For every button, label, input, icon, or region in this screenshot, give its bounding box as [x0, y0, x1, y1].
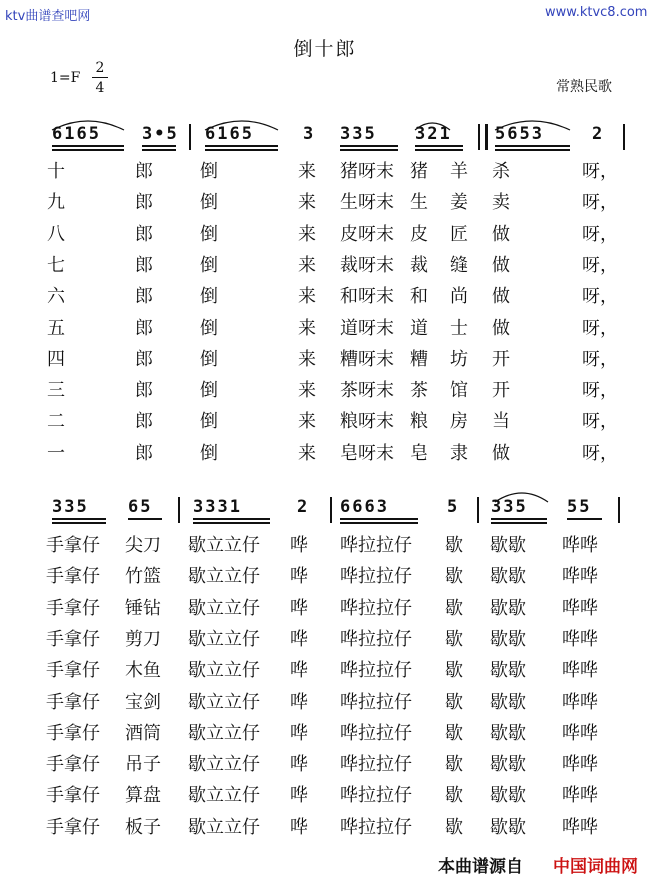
lyric-syllable: 呀， [582, 223, 618, 245]
beam-underline [491, 518, 547, 520]
key-signature: 1=F [50, 70, 81, 86]
lyric-syllable: 哗哗 [562, 816, 598, 838]
lyric-syllable: 四 [47, 348, 65, 370]
barline [178, 497, 180, 523]
note-group: 3•5 [142, 124, 179, 144]
lyric-syllable: 道 [410, 317, 428, 339]
lyric-syllable: 哗 [290, 566, 308, 588]
lyric-syllable: 郎 [135, 161, 153, 182]
lyric-syllable: 歇立立仔 [188, 691, 260, 713]
lyric-syllable: 倒 [200, 348, 218, 370]
lyric-syllable: 歇歇 [490, 628, 526, 650]
lyric-syllable: 哗哗 [562, 535, 598, 556]
lyric-syllable: 歇歇 [490, 691, 526, 713]
lyric-syllable: 倒 [200, 442, 218, 464]
lyric-syllable: 呀， [582, 161, 618, 182]
lyric-syllable: 糟呀末 [340, 348, 394, 370]
lyric-syllable: 茶呀末 [340, 380, 394, 402]
lyric-syllable: 手拿仔 [46, 785, 100, 807]
lyric-syllable: 六 [47, 286, 65, 308]
lyric-syllable: 手拿仔 [46, 660, 100, 682]
lyric-syllable: 歇立立仔 [188, 722, 260, 744]
lyric-syllable: 歇歇 [490, 566, 526, 588]
lyric-syllable: 哗拉拉仔 [340, 785, 412, 807]
lyric-syllable: 士 [450, 317, 468, 339]
lyric-syllable: 馆 [450, 380, 468, 402]
lyric-syllable: 皂 [410, 442, 428, 464]
beam-underline [340, 522, 418, 524]
lyric-syllable: 哗哗 [562, 566, 598, 588]
lyric-syllable: 羊 [450, 161, 468, 182]
lyric-syllable: 哗拉拉仔 [340, 816, 412, 838]
lyric-syllable: 呀， [582, 286, 618, 308]
lyric-syllable: 哗 [290, 816, 308, 838]
lyric-syllable: 倒 [200, 380, 218, 402]
lyric-syllable: 皮呀末 [340, 223, 394, 245]
lyric-syllable: 倒 [200, 192, 218, 214]
lyric-syllable: 歇立立仔 [188, 785, 260, 807]
lyric-syllable: 呀， [582, 380, 618, 402]
note-group: 335 [491, 497, 528, 517]
lyric-syllable: 歇立立仔 [188, 660, 260, 682]
source-label: 本曲谱源自 [438, 857, 523, 877]
lyric-syllable: 哗哗 [562, 660, 598, 682]
lyric-syllable: 歇立立仔 [188, 754, 260, 776]
lyric-syllable: 尖刀 [125, 535, 161, 556]
lyric-syllable: 郎 [135, 348, 153, 370]
genre-label: 常熟民歌 [556, 79, 612, 95]
lyric-syllable: 锤钻 [125, 597, 161, 619]
barline [330, 497, 332, 523]
lyric-syllable: 粮呀末 [340, 411, 394, 433]
lyric-syllable: 做 [492, 317, 510, 339]
lyric-syllable: 呀， [582, 348, 618, 370]
lyric-syllable: 来 [298, 317, 316, 339]
lyric-syllable: 二 [47, 411, 65, 433]
lyric-syllable: 哗 [290, 722, 308, 744]
beam-underline [340, 518, 418, 520]
meter-bottom: 4 [95, 80, 105, 96]
lyric-syllable: 做 [492, 286, 510, 308]
lyric-syllable: 来 [298, 411, 316, 433]
lyric-syllable: 做 [492, 442, 510, 464]
lyric-syllable: 缝 [450, 254, 468, 276]
lyric-syllable: 三 [47, 380, 65, 402]
lyric-syllable: 七 [47, 254, 65, 276]
lyric-syllable: 哗 [290, 660, 308, 682]
lyric-syllable: 哗 [290, 535, 308, 556]
lyric-syllable: 九 [47, 192, 65, 214]
lyric-syllable: 郎 [135, 442, 153, 464]
lyric-syllable: 哗拉拉仔 [340, 566, 412, 588]
lyric-syllable: 呀， [582, 192, 618, 214]
lyric-syllable: 手拿仔 [46, 535, 100, 556]
watermark-right: www.ktvc8.com [545, 5, 648, 20]
watermark-left: ktv曲谱查吧网 [5, 9, 91, 24]
lyric-syllable: 吊子 [125, 754, 161, 776]
lyric-syllable: 板子 [125, 816, 161, 838]
note-group: 6165 [52, 124, 101, 144]
note-group: 6165 [205, 124, 254, 144]
lyric-syllable: 哗哗 [562, 628, 598, 650]
lyric-syllable: 卖 [492, 192, 510, 214]
beam-underline [52, 522, 106, 524]
lyric-syllable: 猪呀末 [340, 161, 394, 182]
lyric-syllable: 房 [450, 411, 468, 433]
barline [477, 497, 479, 523]
meter-top: 2 [95, 60, 105, 76]
lyric-syllable: 手拿仔 [46, 597, 100, 619]
lyric-syllable: 歇 [445, 816, 463, 838]
beam-underline [193, 518, 270, 520]
lyric-syllable: 歇 [445, 754, 463, 776]
beam-underline [52, 518, 106, 520]
note-group: 65 [128, 497, 153, 517]
lyric-syllable: 哗拉拉仔 [340, 691, 412, 713]
lyric-syllable: 哗 [290, 754, 308, 776]
lyric-syllable: 手拿仔 [46, 754, 100, 776]
lyric-syllable: 歇 [445, 691, 463, 713]
lyric-syllable: 歇 [445, 566, 463, 588]
beam-underline [193, 522, 270, 524]
lyric-syllable: 哗哗 [562, 754, 598, 776]
lyric-syllable: 哗哗 [562, 722, 598, 744]
lyric-syllable: 哗拉拉仔 [340, 628, 412, 650]
note-group: 321 [415, 124, 452, 144]
lyric-syllable: 哗 [290, 628, 308, 650]
lyric-syllable: 手拿仔 [46, 816, 100, 838]
lyric-syllable: 歇 [445, 785, 463, 807]
lyric-syllable: 歇歇 [490, 785, 526, 807]
lyric-syllable: 生 [410, 192, 428, 214]
lyric-syllable: 歇歇 [490, 722, 526, 744]
source-site: 中国词曲网 [553, 857, 638, 877]
lyric-syllable: 歇 [445, 535, 463, 556]
lyric-syllable: 来 [298, 254, 316, 276]
lyric-syllable: 尚 [450, 286, 468, 308]
lyric-syllable: 来 [298, 442, 316, 464]
lyric-syllable: 呀， [582, 254, 618, 276]
lyric-syllable: 哗拉拉仔 [340, 754, 412, 776]
lyric-syllable: 歇立立仔 [188, 566, 260, 588]
barline [618, 497, 620, 523]
lyric-syllable: 做 [492, 254, 510, 276]
lyric-syllable: 歇歇 [490, 535, 526, 556]
lyric-syllable: 来 [298, 380, 316, 402]
lyric-syllable: 和 [410, 286, 428, 308]
lyric-syllable: 杀 [492, 161, 510, 182]
lyric-syllable: 当 [492, 411, 510, 433]
note-group: 2 [592, 124, 605, 144]
lyric-syllable: 做 [492, 223, 510, 245]
lyric-syllable: 哗 [290, 691, 308, 713]
lyric-syllable: 哗拉拉仔 [340, 722, 412, 744]
lyric-syllable: 裁呀末 [340, 254, 394, 276]
lyric-syllable: 倒 [200, 223, 218, 245]
lyric-syllable: 歇立立仔 [188, 816, 260, 838]
lyric-syllable: 来 [298, 348, 316, 370]
lyric-syllable: 手拿仔 [46, 691, 100, 713]
lyric-syllable: 哗哗 [562, 597, 598, 619]
lyric-syllable: 酒筒 [125, 722, 161, 744]
beam-underline [567, 518, 602, 520]
lyric-syllable: 五 [47, 317, 65, 339]
lyric-syllable: 呀， [582, 411, 618, 433]
lyric-syllable: 算盘 [125, 785, 161, 807]
lyric-syllable: 宝剑 [125, 691, 161, 713]
lyric-syllable: 呀， [582, 317, 618, 339]
lyric-syllable: 木鱼 [125, 660, 161, 682]
lyric-syllable: 茶 [410, 380, 428, 402]
lyric-syllable: 手拿仔 [46, 628, 100, 650]
lyric-syllable: 歇歇 [490, 597, 526, 619]
lyric-syllable: 开 [492, 380, 510, 402]
lyric-syllable: 郎 [135, 192, 153, 214]
lyric-syllable: 来 [298, 223, 316, 245]
lyric-syllable: 来 [298, 161, 316, 182]
note-group: 55 [567, 497, 592, 517]
note-group: 6663 [340, 497, 389, 517]
lyric-syllable: 哗哗 [562, 785, 598, 807]
lyric-syllable: 来 [298, 192, 316, 214]
lyric-syllable: 歇歇 [490, 816, 526, 838]
lyric-syllable: 哗拉拉仔 [340, 535, 412, 556]
note-group: 335 [52, 497, 89, 517]
lyric-syllable: 哗 [290, 785, 308, 807]
lyric-syllable: 郎 [135, 223, 153, 245]
lyric-syllable: 呀， [582, 442, 618, 464]
lyric-syllable: 倒 [200, 286, 218, 308]
lyric-syllable: 一 [47, 442, 65, 464]
lyric-syllable: 歇 [445, 660, 463, 682]
lyric-syllable: 竹篮 [125, 566, 161, 588]
lyric-syllable: 哗 [290, 597, 308, 619]
lyric-syllable: 姜 [450, 192, 468, 214]
lyric-syllable: 粮 [410, 411, 428, 433]
lyric-syllable: 歇歇 [490, 660, 526, 682]
lyric-syllable: 手拿仔 [46, 722, 100, 744]
lyric-syllable: 和呀末 [340, 286, 394, 308]
lyric-syllable: 倒 [200, 317, 218, 339]
beam-underline [128, 518, 162, 520]
lyric-syllable: 郎 [135, 411, 153, 433]
lyric-syllable: 剪刀 [125, 628, 161, 650]
lyric-syllable: 匠 [450, 223, 468, 245]
lyric-syllable: 生呀末 [340, 192, 394, 214]
note-group: 3 [303, 124, 316, 144]
note-group: 3331 [193, 497, 242, 517]
lyric-syllable: 倒 [200, 411, 218, 433]
lyric-syllable: 郎 [135, 254, 153, 276]
note-group: 5653 [495, 124, 544, 144]
lyric-syllable: 糟 [410, 348, 428, 370]
lyric-syllable: 道呀末 [340, 317, 394, 339]
lyric-syllable: 坊 [450, 348, 468, 370]
lyric-syllable: 倒 [200, 161, 218, 182]
lyric-syllable: 歇歇 [490, 754, 526, 776]
lyric-syllable: 开 [492, 348, 510, 370]
lyric-syllable: 裁 [410, 254, 428, 276]
lyric-syllable: 郎 [135, 286, 153, 308]
lyric-syllable: 皮 [410, 223, 428, 245]
lyric-syllable: 手拿仔 [46, 566, 100, 588]
note-group: 2 [297, 497, 310, 517]
lyric-syllable: 猪 [410, 161, 428, 182]
lyric-syllable: 郎 [135, 317, 153, 339]
lyric-syllable: 歇 [445, 597, 463, 619]
lyric-syllable: 皂呀末 [340, 442, 394, 464]
lyric-syllable: 歇立立仔 [188, 628, 260, 650]
lyric-syllable: 哗拉拉仔 [340, 660, 412, 682]
lyric-syllable: 来 [298, 286, 316, 308]
lyric-syllable: 歇立立仔 [188, 597, 260, 619]
lyric-syllable: 哗哗 [562, 691, 598, 713]
lyric-syllable: 隶 [450, 442, 468, 464]
lyric-syllable: 歇 [445, 722, 463, 744]
note-group: 335 [340, 124, 377, 144]
lyric-syllable: 郎 [135, 380, 153, 402]
lyric-syllable: 八 [47, 223, 65, 245]
note-group: 5 [447, 497, 460, 517]
lyric-syllable: 歇立立仔 [188, 535, 260, 556]
lyric-syllable: 哗拉拉仔 [340, 597, 412, 619]
lyric-syllable: 十 [47, 161, 65, 182]
song-title: 倒十郎 [293, 38, 357, 60]
beam-underline [491, 522, 547, 524]
lyric-syllable: 倒 [200, 254, 218, 276]
lyric-syllable: 歇 [445, 628, 463, 650]
